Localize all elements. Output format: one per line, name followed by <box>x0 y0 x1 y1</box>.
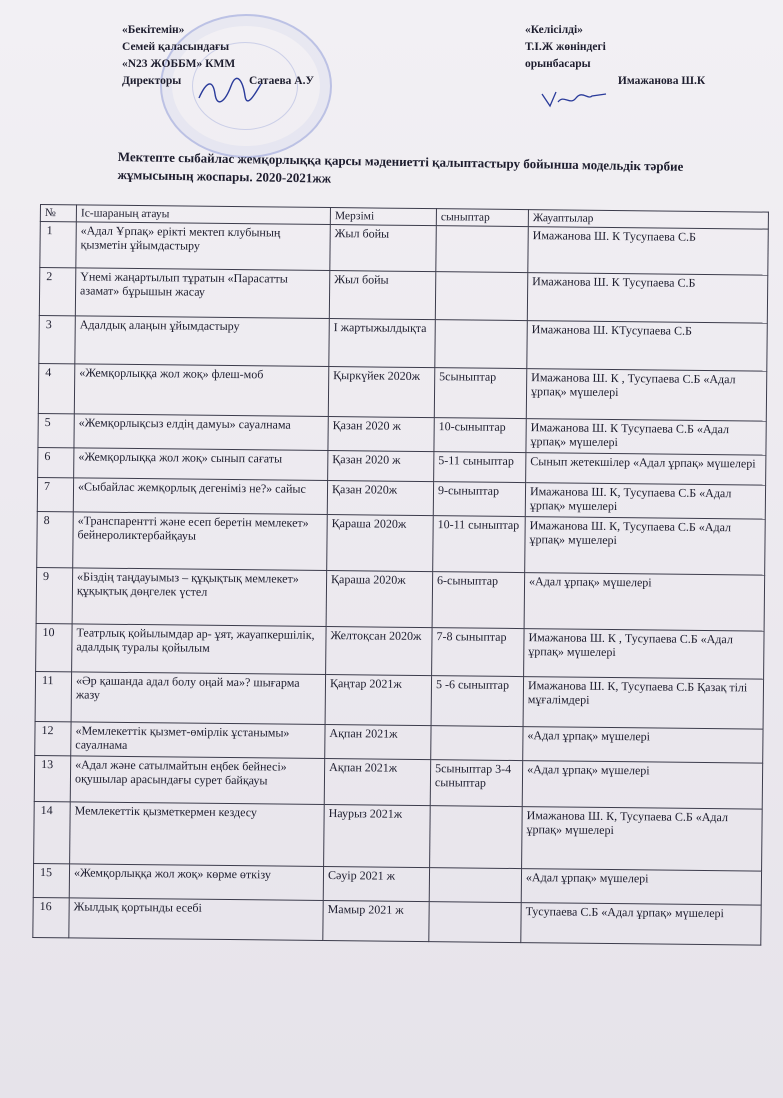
cell-number: 16 <box>33 897 69 937</box>
deputy-name: Имажанова Ш.К <box>617 75 706 87</box>
cell-classes: 10-сыныптар <box>434 418 526 453</box>
cell-event-name: «Транспарентті және есеп беретін мемлекет» бейнероликтербайқауы <box>73 512 328 571</box>
cell-event-name: Театрлық қойылымдар ар- ұят, жауапкершілік, адалдық туралы қойылым <box>72 624 326 675</box>
cell-term: Қазан 2020 ж <box>328 417 434 452</box>
table-row <box>36 623 764 679</box>
cell-responsible: Имажанова Ш. К, Тусупаева С.Б «Адал ұрпақ» мүшелері <box>522 807 763 872</box>
document-title: Мектепте сыбайлас жемқорлыққа қарсы мәдениетті қалыптастыру бойынша модельдік тәрбие жұмысының жоспары. 2020-2021жж <box>117 148 684 186</box>
table-row <box>36 567 765 631</box>
cell-term: Қазан 2020 ж <box>328 451 434 482</box>
cell-number: 9 <box>36 567 73 623</box>
cell-term: Желтоқсан 2020ж <box>326 627 432 676</box>
table-row <box>40 222 768 276</box>
cell-responsible: Имажанова Ш. К , Тусупаева С.Б «Адал ұрпақ» мүшелері <box>524 629 764 680</box>
cell-classes <box>435 272 527 321</box>
cell-term: Жыл бойы <box>330 225 436 272</box>
cell-classes: 5сыныптар 3-4 сыныптар <box>430 760 522 807</box>
cell-classes: 10-11 сыныптар <box>433 516 526 573</box>
cell-responsible: Имажанова Ш. К Тусупаева С.Б «Адал ұрпақ» мүшелері <box>526 419 766 456</box>
cell-event-name: «Біздің таңдауымыз – құқықтық мемлекет» құқықтық дөңгелек үстел <box>72 568 327 627</box>
cell-event-name: Жылдық қортынды есебі <box>69 898 323 941</box>
cell-term: Мамыр 2021 ж <box>323 901 429 942</box>
agreement-heading: «Келісілді» <box>525 24 583 36</box>
cell-classes: 5-11 сыныптар <box>434 452 526 483</box>
cell-term: Наурыз 2021ж <box>324 805 431 868</box>
approval-heading: «Бекітемін» <box>122 24 185 36</box>
cell-responsible: Тусупаева С.Б «Адал ұрпақ» мүшелері <box>521 903 761 946</box>
cell-number: 13 <box>34 755 70 801</box>
cell-number: 12 <box>35 721 71 755</box>
table-row <box>33 897 761 945</box>
agreement-position: Т.І.Ж жөніндегі <box>525 41 606 53</box>
header-term: Мерзімі <box>330 208 436 226</box>
cell-number: 8 <box>37 511 74 567</box>
cell-event-name: Үнемі жаңартылып тұратын «Парасатты азамат» бұрышын жасау <box>75 268 329 319</box>
cell-classes <box>436 226 528 273</box>
director-signature <box>195 76 265 106</box>
cell-term: Сәуір 2021 ж <box>323 867 429 902</box>
table-row <box>39 268 767 324</box>
cell-event-name: «Жемқорлыққа жол жоқ» сынып сағаты <box>74 448 328 481</box>
cell-responsible: Имажанова Ш. К, Тусупаева С.Б «Адал ұрпақ» мүшелері <box>525 517 766 576</box>
cell-number: 5 <box>38 413 74 447</box>
cell-event-name: «Мемлекеттік қызмет-өмірлік ұстанымы» сауалнама <box>71 722 325 759</box>
header-classes: сыныптар <box>436 209 528 227</box>
cell-responsible: Имажанова Ш. К , Тусупаева С.Б «Адал ұрпақ» мүшелері <box>526 369 767 422</box>
cell-classes <box>429 902 521 943</box>
cell-responsible: «Адал ұрпақ» мүшелері <box>524 573 765 632</box>
cell-classes: 9-сыныптар <box>433 482 525 517</box>
cell-number: 6 <box>38 447 74 477</box>
table-row <box>37 511 766 575</box>
approval-title: Директоры <box>122 75 182 87</box>
cell-responsible: «Адал ұрпақ» мүшелері <box>523 727 763 764</box>
cell-term: Қараша 2020ж <box>327 515 434 572</box>
cell-responsible: Имажанова Ш. К, Тусупаева С.Б Қазақ тілі мұғалімдері <box>523 677 764 730</box>
approval-school: «N23 ЖОББМ» КММ <box>122 58 236 70</box>
cell-event-name: «Жемқорлыққа жол жоқ» флеш-моб <box>74 364 329 417</box>
cell-number: 10 <box>36 623 73 671</box>
cell-classes: 5сыныптар <box>434 368 527 419</box>
cell-classes <box>435 320 527 369</box>
cell-event-name: «Әр қашанда адал болу оңай ма»? шығарма жазу <box>71 672 326 725</box>
cell-event-name: «Сыбайлас жемқорлық дегеніміз не?» сайыс <box>73 478 327 515</box>
cell-responsible: «Адал ұрпақ» мүшелері <box>522 761 762 810</box>
cell-event-name: Мемлекеттік қызметкермен кездесу <box>70 802 325 867</box>
cell-term: Қыркүйек 2020ж <box>328 367 435 418</box>
cell-event-name: «Жемқорлықсыз елдің дамуы» сауалнама <box>74 414 328 451</box>
cell-classes <box>429 868 521 903</box>
cell-responsible: Сынып жетекшілер «Адал ұрпақ» мүшелері <box>526 453 766 486</box>
cell-number: 4 <box>38 363 75 413</box>
cell-classes: 6-сыныптар <box>432 572 525 629</box>
cell-number: 15 <box>33 863 69 897</box>
cell-number: 11 <box>35 671 72 721</box>
cell-event-name: Адалдық алаңын ұйымдастыру <box>75 316 329 367</box>
table-row <box>35 671 763 729</box>
cell-term: Қазан 2020ж <box>327 481 433 516</box>
cell-classes <box>431 726 523 761</box>
table-row <box>39 315 767 371</box>
cell-term: Қаңтар 2021ж <box>325 675 432 726</box>
table-row <box>34 755 762 809</box>
table-row <box>38 363 766 421</box>
agreement-title: орынбасары <box>525 58 591 70</box>
table-row <box>34 801 763 871</box>
cell-term: Қараша 2020ж <box>326 571 433 628</box>
cell-number: 7 <box>37 477 73 511</box>
cell-responsible: Имажанова Ш. КТусупаева С.Б <box>527 321 767 372</box>
cell-number: 3 <box>39 315 76 363</box>
header-event-name: Іс-шараның атауы <box>76 205 330 225</box>
approval-city: Семей қаласындағы <box>122 41 230 53</box>
cell-number: 14 <box>34 801 71 863</box>
cell-responsible: Имажанова Ш. К Тусупаева С.Б <box>528 227 768 276</box>
deputy-signature <box>540 88 610 110</box>
cell-term: Жыл бойы <box>329 271 435 320</box>
plan-table <box>32 204 769 946</box>
cell-event-name: «Жемқорлыққа жол жоқ» көрме өткізу <box>69 864 323 901</box>
cell-number: 2 <box>39 268 76 316</box>
cell-number: 1 <box>40 222 76 268</box>
cell-responsible: Имажанова Ш. К Тусупаева С.Б <box>527 273 767 324</box>
cell-responsible: Имажанова Ш. К, Тусупаева С.Б «Адал ұрпақ» мүшелері <box>525 483 765 520</box>
header-number: № <box>40 205 76 222</box>
cell-responsible: «Адал ұрпақ» мүшелері <box>521 869 761 906</box>
cell-classes: 5 -6 сыныптар <box>431 676 524 727</box>
cell-classes: 7-8 сыныптар <box>432 628 524 677</box>
cell-term: Ақпан 2021ж <box>324 759 430 806</box>
agreement-block <box>525 22 705 90</box>
cell-term: І жартыжылдықта <box>329 319 435 368</box>
header-responsible: Жауаптылар <box>528 210 768 230</box>
cell-classes <box>430 806 523 869</box>
cell-event-name: «Адал Ұрпақ» ерікті мектеп клубының қызметін ұйымдастыру <box>76 222 330 271</box>
director-name: Сатаева А.У <box>249 75 314 87</box>
cell-event-name: «Адал және сатылмайтын еңбек бейнесі» оқушылар арасындағы сурет байқауы <box>70 756 324 805</box>
cell-term: Ақпан 2021ж <box>325 725 431 760</box>
